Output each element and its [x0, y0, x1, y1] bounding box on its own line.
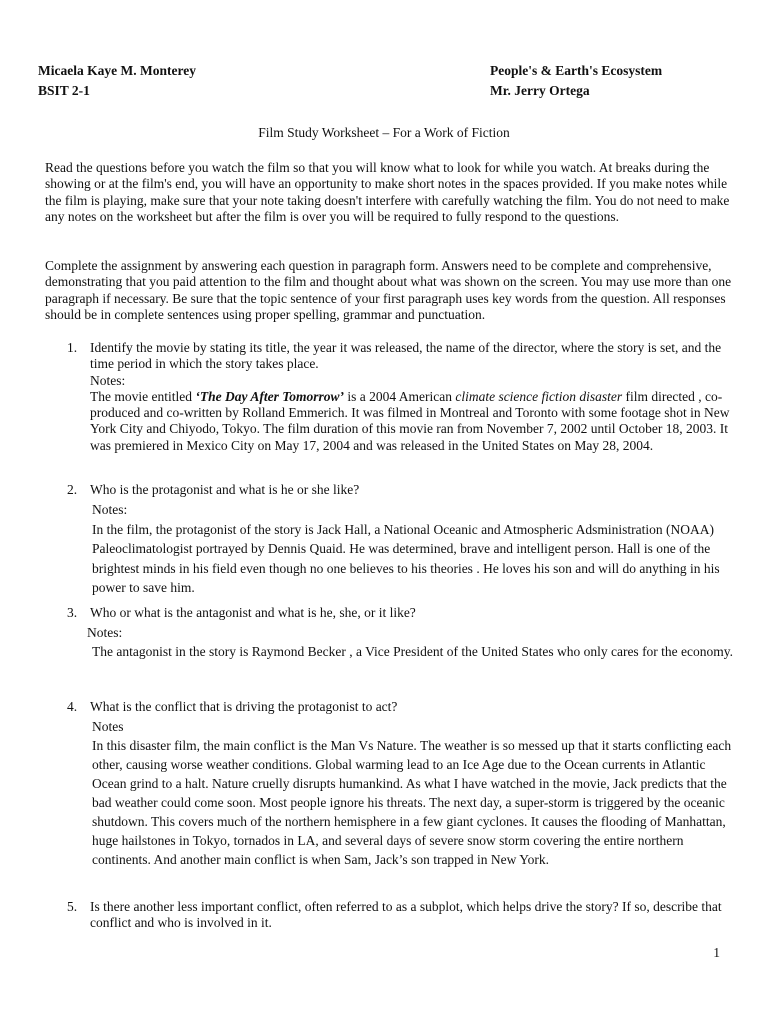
notes-label: Notes [92, 719, 124, 735]
question-1 [67, 340, 735, 454]
question-5 [67, 899, 735, 932]
question-text: Who or what is the antagonist and what is he, she, or it like? [90, 605, 416, 620]
film-genre: climate science fiction disaster [455, 388, 623, 404]
question-3 [67, 605, 735, 661]
answer-middle: is a 2004 American [343, 388, 456, 404]
instructions-paragraph-2: Complete the assignment by answering each question in paragraph form. Answers need to be complete and comprehensive, demonstrating that you paid attention to the film and thought about what was shown on the screen. You may use more than one paragraph if necessary. Be sure that the topic sentence of your first paragraph uses key words from the question. All responses should be in complete sentences using proper spelling, grammar and punctuation. [45, 258, 732, 322]
student-info [38, 61, 196, 101]
notes-label: Notes: [92, 502, 128, 518]
film-title: ‘The Day After Tomorrow’ [195, 388, 344, 404]
notes-label: Notes: [90, 372, 126, 388]
answer-text: The antagonist in the story is Raymond Becker , a Vice President of the United States who only cares for the economy. [92, 644, 734, 660]
question-text: What is the conflict that is driving the protagonist to act? [90, 699, 398, 714]
course-name: People's & Earth's Ecosystem [490, 63, 663, 78]
student-name: Micaela Kaye M. Monterey [38, 63, 196, 78]
worksheet-title: Film Study Worksheet – For a Work of Fiction [258, 125, 510, 140]
question-number: 2. [67, 482, 78, 497]
question-number: 4. [67, 699, 78, 714]
page-number: 1 [713, 945, 720, 960]
question-number: 1. [67, 340, 78, 355]
answer-text: In this disaster film, the main conflict is the Man Vs Nature. The weather is so messed up that it starts conflicting each other, causing worse weather conditions. Global warming lead to an Ice Age due to the Ocean currents in Atlantic Ocean grind to a halt. Nature cruelly disrupts humankind. As what I have watched in the movie, Jack predicts that the bad weather could come soon. Most people ignore his threats. The next day, a super-storm is triggered by the oceanic shutdown. This covers much of the northern hemisphere in a few giant cyclones. It causes the flooding of Manhattan, huge hailstones in Tokyo, tornados in LA, and several days of severe snow storm covering the entire northern continents. And another main conflict is when Sam, Jack’s son trapped in New York. [92, 738, 732, 868]
notes-label: Notes: [87, 625, 123, 641]
question-2 [67, 482, 735, 597]
answer-rest: film directed , co-produced and co-written by Rolland Emmerich. It was filmed in Montreal and Toronto with some footage shot in New York City and Chiyodo, Tokyo. The film duration of this movie ran from November 7, 2002 until October 18, 2003. It was premiered in Mexico City on May 17, 2004 and was released in the United States on May 28, 2004. [90, 388, 730, 453]
instructor-name: Mr. Jerry Ortega [490, 83, 590, 98]
question-text: Who is the protagonist and what is he or she like? [90, 482, 360, 497]
question-text: Is there another less important conflict, often referred to as a subplot, which helps drive the story? If so, describe that conflict and who is involved in it. [90, 899, 722, 931]
answer-text: In the film, the protagonist of the story is Jack Hall, a National Oceanic and Atmospheric Adsministration (NOAA) Paleoclimatologist portrayed by Dennis Quaid. He was determined, brave and intelligent person. Hall is one of the brightest minds in his field even though no one believes to his theories . He loves his son and will do anything in his power to save him. [92, 521, 720, 595]
question-number: 5. [67, 899, 78, 914]
instructions-paragraph-1: Read the questions before you watch the film so that you will know what to look for while you watch. At breaks during the showing or at the film's end, you will have an opportunity to make short notes in the spaces provided. If you make notes while the film is playing, make sure that your note taking doesn't interfere with carefully watching the film. You do not need to make any notes on the worksheet but after the film is over you will be required to fully respond to the questions. [45, 160, 730, 224]
question-number: 3. [67, 605, 78, 620]
question-text: Identify the movie by stating its title, the year it was released, the name of the director, where the story is set, and the time period in which the story takes place. [90, 340, 722, 372]
course-info [490, 61, 662, 101]
question-4 [67, 699, 735, 869]
answer-text [90, 389, 735, 454]
answer-prefix: The movie entitled [90, 388, 196, 404]
student-section: BSIT 2-1 [38, 83, 90, 98]
